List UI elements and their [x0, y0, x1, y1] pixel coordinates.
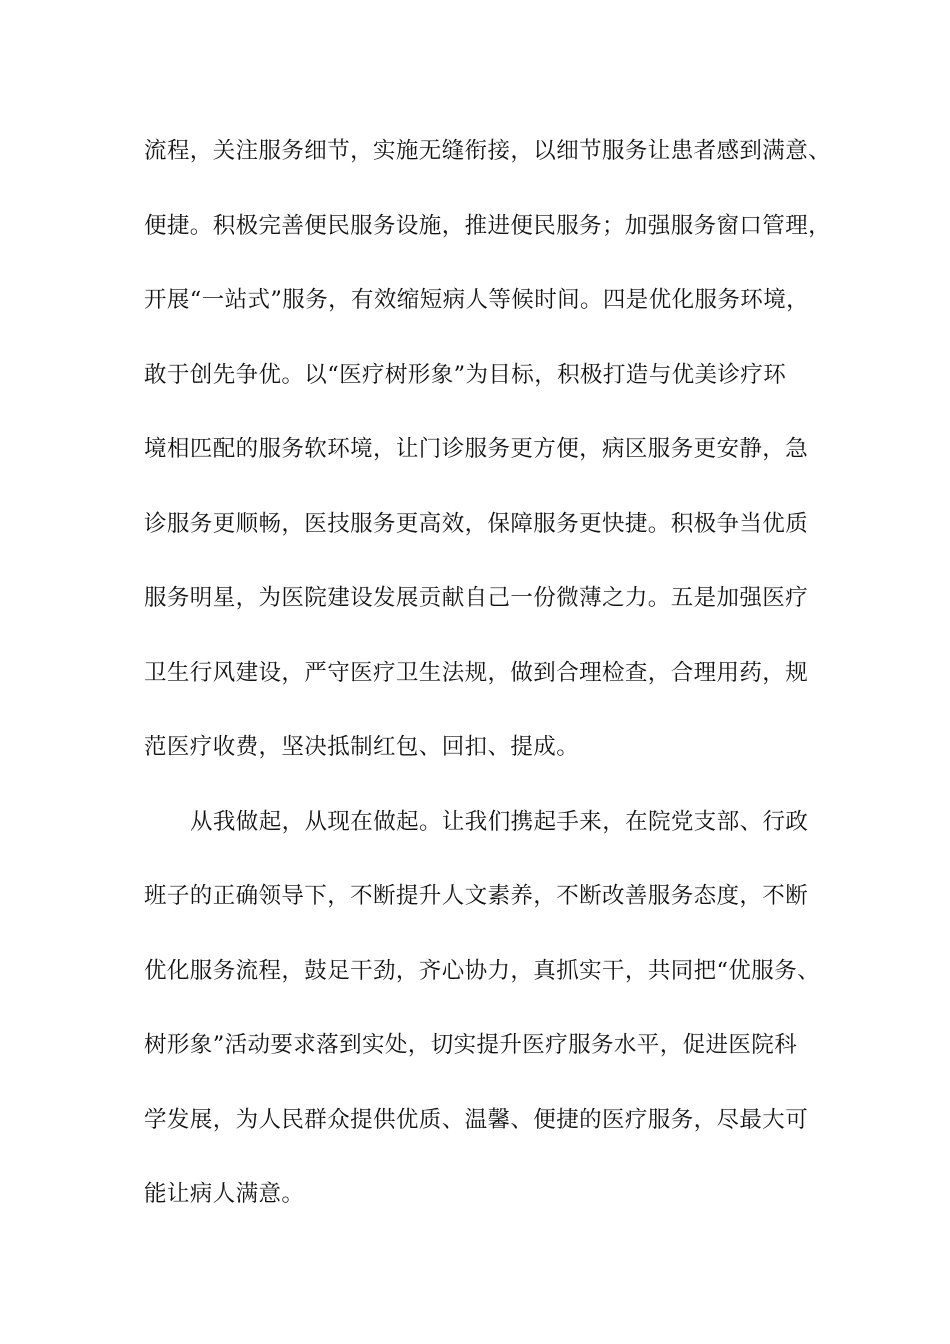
text-line: 流程，关注服务细节，实施无缝衔接，以细节服务让患者感到满意、: [144, 138, 832, 164]
text-line: 诊服务更顺畅，医技服务更高效，保障服务更快捷。积极争当优质: [144, 511, 809, 537]
text-line: 境相匹配的服务软环境，让门诊服务更方便，病区服务更安静，急: [144, 436, 809, 462]
text-line: 范医疗收费，坚决抵制红包、回扣、提成。: [144, 734, 580, 760]
text-line: 能让病人满意。: [144, 1181, 305, 1207]
text-line: 便捷。积极完善便民服务设施，推进便民服务；加强服务窗口管理，: [144, 213, 832, 239]
text-line: 班子的正确领导下，不断提升人文素养，不断改善服务态度，不断: [144, 883, 809, 909]
text-line: 优化服务流程，鼓足干劲，齐心协力，真抓实干，共同把“优服务、: [144, 958, 821, 984]
text-line: 服务明星，为医院建设发展贡献自己一份微薄之力。五是加强医疗: [144, 585, 809, 611]
paragraph-first-line: 从我做起，从现在做起。让我们携起手来，在院党支部、行政: [190, 809, 809, 835]
text-line: 卫生行风建设，严守医疗卫生法规，做到合理检查，合理用药，规: [144, 660, 809, 686]
text-line: 敢于创先争优。以“医疗树形象”为目标，积极打造与优美诊疗环: [144, 362, 787, 388]
text-line: 开展“一站式”服务，有效缩短病人等候时间。四是优化服务环境，: [144, 287, 810, 313]
text-line: 学发展，为人民群众提供优质、温馨、便捷的医疗服务，尽最大可: [144, 1107, 809, 1133]
text-line: 树形象”活动要求落到实处，切实提升医疗服务水平，促进医院科: [144, 1032, 798, 1058]
